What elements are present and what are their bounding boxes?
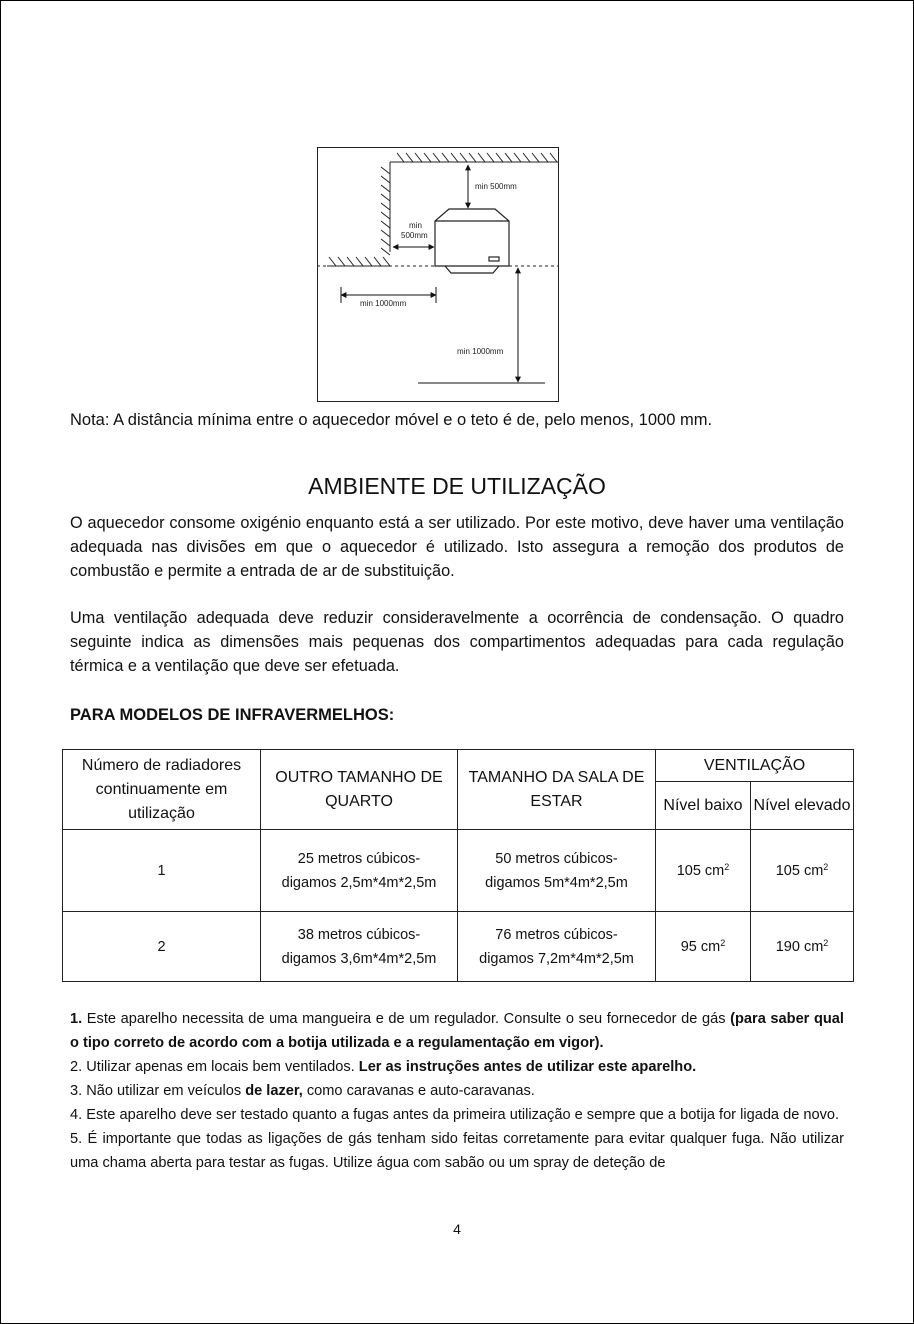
header-room: OUTRO TAMANHO DE QUARTO [261,750,458,830]
instruction-4: 4. Este aparelho deve ser testado quanto a fugas antes da primeira utilização e sempre que a botija for ligada de novo. [70,1107,840,1123]
cell-low: 95 $cm^2$ [656,912,751,982]
cell-low: 105 $cm^2$ [656,830,751,912]
paragraph-oxygen: O aquecedor consome oxigénio enquanto está a ser utilizado. Por este motivo, deve haver uma ventilação adequada nas divisões em que o aquecedor é utilizado. Isto assegura a remoção dos produtos de combustão e permite a entrada de ar de substituição. [70,514,844,580]
header-high: Nível elevado [751,782,854,830]
header-radiators: Número de radiadores continuamente em utilização [63,750,261,830]
cell-living: 50 metros cúbicos- digamos 5m*4m*2,5m [458,830,656,912]
header-ventilation: VENTILAÇÃO [656,750,854,782]
cell-radiators: 2 [63,912,261,982]
clearance-diagram [317,147,559,402]
cell-living: 76 metros cúbicos- digamos 7,2m*4m*2,5m [458,912,656,982]
cell-room: 25 metros cúbicos- digamos 2,5m*4m*2,5m [261,830,458,912]
instruction-2: 2. Utilizar apenas em locais bem ventilados. Ler as instruções antes de utilizar este aparelho. [70,1059,697,1075]
cell-room: 38 metros cúbicos- digamos 3,6m*4m*2,5m [261,912,458,982]
instructions-list [70,1007,844,1175]
heater-shape [435,209,509,273]
header-low: Nível baixo [656,782,751,830]
models-title: PARA MODELOS DE INFRAVERMELHOS: [70,706,395,724]
label-top: min 500mm [475,182,517,191]
label-vertical: min 1000mm [457,347,504,356]
paragraph-ventilation: Uma ventilação adequada deve reduzir consideravelmente a ocorrência de condensação. O quadro seguinte indica as dimensões mais pequenas dos compartimentos adequadas para cada regulação térmica e a ventilação que deve ser efetuada. [70,609,844,675]
header-living: TAMANHO DA SALA DE ESTAR [458,750,656,830]
ventilation-table [62,749,854,982]
cell-high: 190 $cm^2$ [751,912,854,982]
label-horizontal: min 1000mm [360,299,407,308]
instruction-1: 1. Este aparelho necessita de uma mangueira e de um regulador. Consulte o seu fornecedor de gás (para saber qual o tipo correto de acordo com a botija utilizada e a regulamentação em vigor). [70,1011,844,1051]
note-text: Nota: A distância mínima entre o aquecedor móvel e o teto é de, pelo menos, 1000 mm. [70,411,713,429]
section-heading: AMBIENTE DE UTILIZAÇÃO [308,473,606,499]
instruction-5: 5. É importante que todas as ligações de gás tenham sido feitas corretamente para evitar qualquer fuga. Não utilizar uma chama aberta para testar as fugas. Utilize água com sabão ou um spray de deteção de [70,1131,844,1171]
instruction-3: 3. Não utilizar em veículos de lazer, como caravanas e auto-caravanas. [70,1083,535,1099]
page-number: 4 [453,1221,461,1237]
label-side-2: 500mm [401,231,428,240]
cell-high: 105 $cm^2$ [751,830,854,912]
label-side-1: min [409,221,422,230]
diagram-frame [318,148,559,402]
table-row [63,830,854,912]
table-row [63,912,854,982]
cell-radiators: 1 [63,830,261,912]
